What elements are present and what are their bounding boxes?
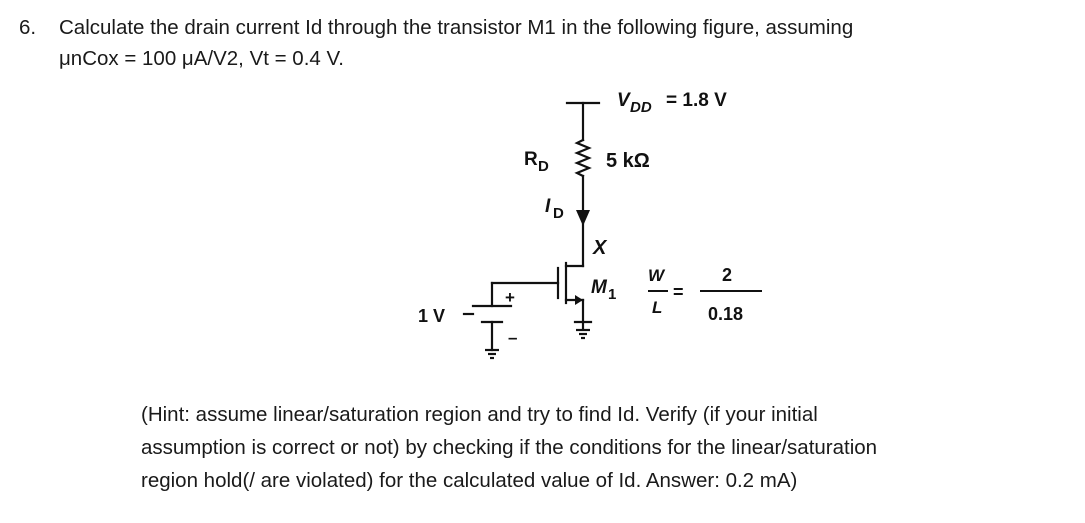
vdd-value: = 1.8 V — [666, 90, 727, 111]
ground-symbol-source — [485, 350, 499, 358]
question-text-line-1: Calculate the drain current Id through the transistor M1 in the following figure, assuming — [59, 16, 854, 39]
question-number: 6. — [19, 16, 37, 39]
battery-minus: – — [508, 328, 518, 347]
m1-label: M — [591, 277, 607, 298]
ground-symbol-m1 — [576, 322, 590, 338]
vdd-subscript: DD — [630, 99, 652, 116]
hint-line-1: (Hint: assume linear/saturation region and try to find Id. Verify (if your initial — [141, 403, 818, 426]
hint-line-2: assumption is correct or not) by checking if the conditions for the linear/saturation — [141, 436, 878, 459]
id-subscript: D — [553, 205, 564, 222]
ratio-equals: = — [673, 282, 684, 302]
current-arrow-id — [576, 210, 590, 226]
question-text-line-2: μnCox = 100 μA/V2, Vt = 0.4 V. — [59, 47, 344, 70]
m1-source-arrow — [575, 295, 583, 305]
hint-paragraph — [141, 398, 1071, 497]
w-label: W — [648, 266, 665, 285]
node-x-label: X — [593, 237, 607, 259]
rd-value: 5 kΩ — [606, 150, 650, 172]
vdd-label: V — [617, 90, 630, 111]
hint-line-3: region hold(/ are violated) for the calculated value of Id. Answer: 0.2 mA) — [141, 469, 798, 492]
ratio-numerator: 2 — [722, 265, 733, 285]
m1-subscript: 1 — [608, 286, 617, 303]
resistor-rd — [577, 140, 589, 176]
rd-subscript: D — [538, 158, 549, 175]
rd-label: R — [524, 149, 538, 170]
id-label: I — [545, 196, 551, 217]
ratio-denominator: 0.18 — [708, 304, 744, 324]
l-label: L — [652, 298, 663, 317]
battery-plus: + — [505, 288, 515, 307]
source-value: 1 V — [418, 306, 446, 326]
